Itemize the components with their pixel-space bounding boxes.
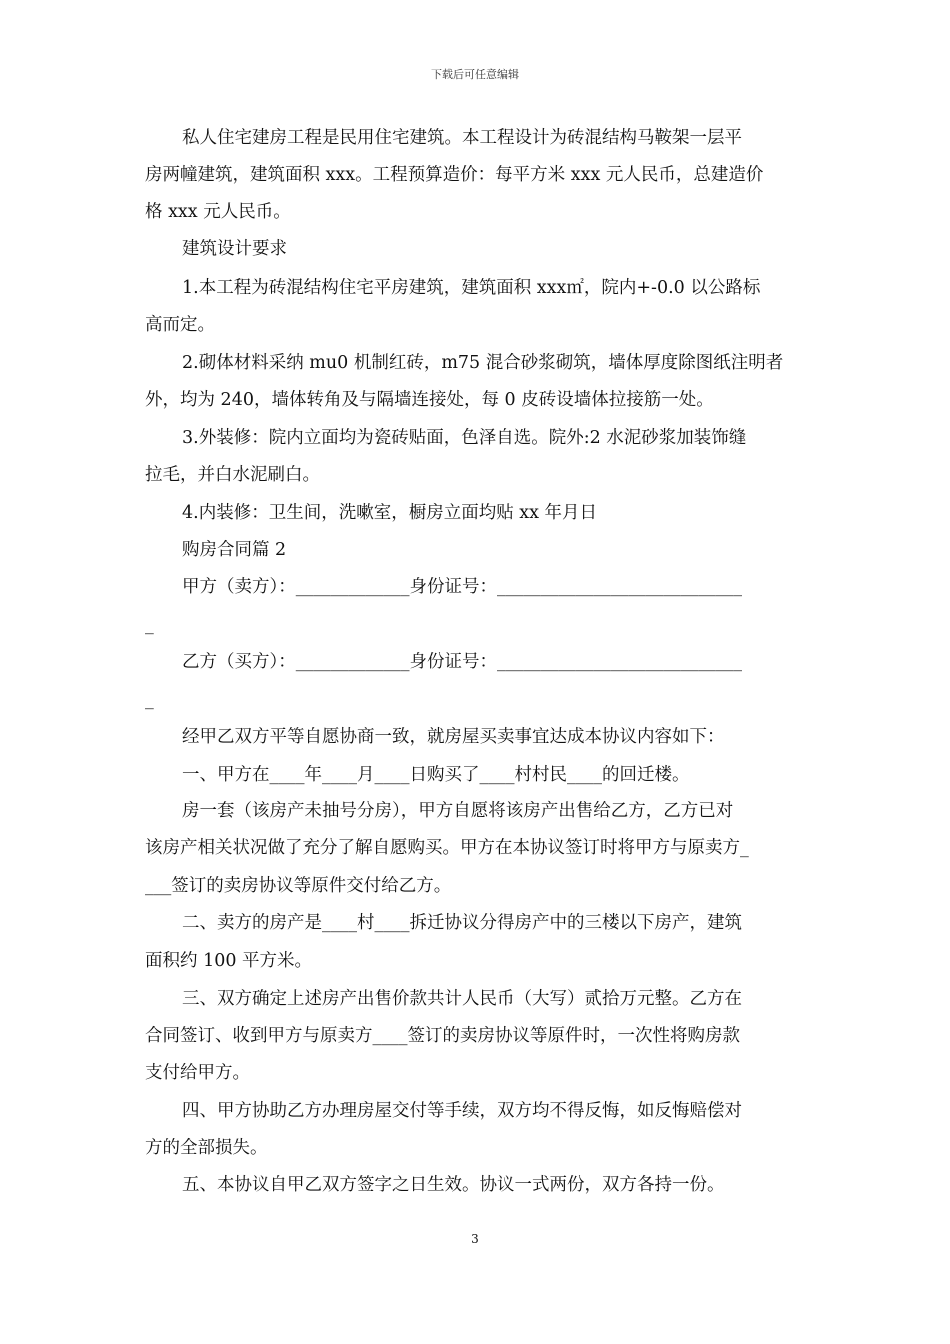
- clause-5: 五、本协议自甲乙双方签字之日生效。协议一式两份，双方各持一份。: [182, 1175, 725, 1195]
- text-line: 该房产相关状况做了充分了解自愿购买。甲方在本协议签订时将甲方与原卖方_: [145, 838, 749, 858]
- text-line: 私人住宅建房工程是民用住宅建筑。本工程设计为砖混结构马鞍架一层平: [182, 128, 742, 148]
- text-line: 外，均为 240，墙体转角及与隔墙连接处，每 0 皮砖设墙体拉接筋一处。: [145, 390, 714, 410]
- text-line: 经甲乙双方平等自愿协商一致，就房屋买卖事宜达成本协议内容如下：: [182, 727, 725, 747]
- text-line: 面积约 100 平方米。: [145, 951, 313, 971]
- section-heading: 建筑设计要求: [182, 239, 287, 259]
- text-line: 房一套（该房产未抽号分房），甲方自愿将该房产出售给乙方，乙方已对: [182, 801, 734, 821]
- clause-1: 一、甲方在____年____月____日购买了____村村民____的回迁楼。: [182, 765, 690, 785]
- page-number: 3: [471, 1232, 479, 1246]
- text-line: 1.本工程为砖混结构住宅平房建筑，建筑面积 xxx㎡，院内+-0.0 以公路标: [182, 278, 761, 298]
- text-line: _: [145, 615, 154, 635]
- text-line: _: [145, 690, 154, 710]
- text-line: 方的全部损失。: [145, 1138, 268, 1158]
- clause-3: 三、双方确定上述房产出售价款共计人民币（大写）贰拾万元整。乙方在: [182, 989, 742, 1009]
- text-line: ___签订的卖房协议等原件交付给乙方。: [145, 876, 452, 896]
- text-line: 2.砌体材料采纳 mu0 机制红砖，m75 混合砂浆砌筑，墙体厚度除图纸注明者: [182, 353, 784, 373]
- text-line: 合同签订、收到甲方与原卖方____签订的卖房协议等原件时，一次性将购房款: [145, 1026, 740, 1046]
- party-b-line: 乙方（买方）：_____________身份证号：____________________________: [182, 652, 742, 672]
- clause-4: 四、甲方协助乙方办理房屋交付等手续，双方均不得反悔，如反悔赔偿对: [182, 1101, 742, 1121]
- party-a-line: 甲方（卖方）：_____________身份证号：____________________________: [182, 577, 742, 597]
- text-line: 4.内装修：卫生间，洗嗽室，橱房立面均贴 xx 年月日: [182, 503, 598, 523]
- text-line: 拉毛，并白水泥刷白。: [145, 465, 320, 485]
- page-header: 下载后可任意编辑: [431, 68, 519, 81]
- text-line: 房两幢建筑，建筑面积 xxx。工程预算造价：每平方米 xxx 元人民币，总建造价: [145, 165, 764, 185]
- text-line: 支付给甲方。: [145, 1063, 250, 1083]
- text-line: 3.外装修：院内立面均为瓷砖贴面，色泽自选。院外:2 水泥砂浆加装饰缝: [182, 428, 747, 448]
- section-heading: 购房合同篇 2: [182, 540, 287, 560]
- text-line: 高而定。: [145, 315, 215, 335]
- text-line: 格 xxx 元人民币。: [145, 202, 291, 222]
- clause-2: 二、卖方的房产是____村____拆迁协议分得房产中的三楼以下房产，建筑: [182, 913, 742, 933]
